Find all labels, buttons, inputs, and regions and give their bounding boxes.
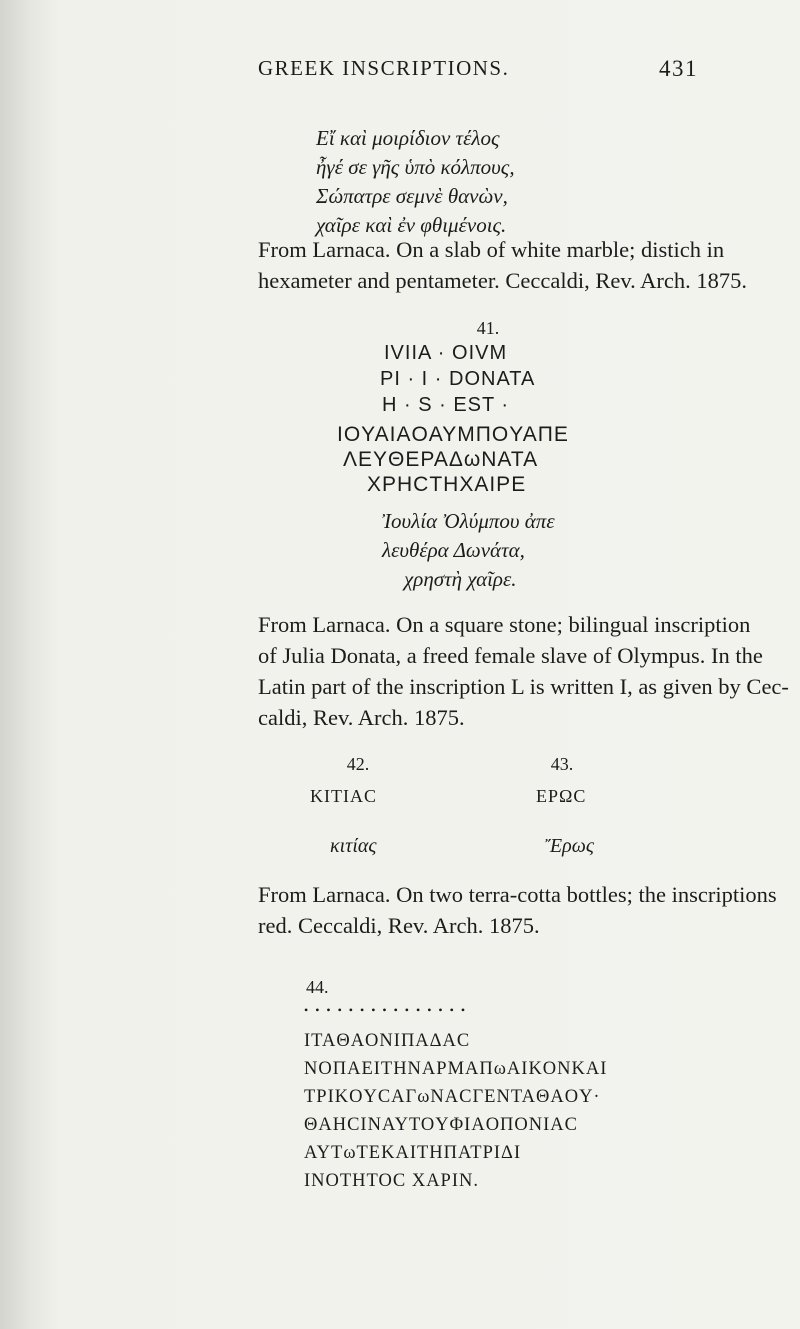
inscription-line: IVIIA · OIVM: [384, 342, 508, 364]
entry-number-44: 44.: [306, 977, 329, 997]
inscription-line: INOTHTOC XAPIN.: [304, 1171, 479, 1191]
inscription-line: TPIKOYCAΓωNACΓENTAΘAOY·: [304, 1087, 601, 1107]
epitaph-poem: [316, 124, 515, 240]
greek-inscription: [337, 422, 569, 497]
inscription-line: PI · I · DONATA: [380, 368, 536, 390]
transliteration-line: λευθέρα Δωνάτα,: [382, 538, 525, 562]
inscription-line: NOΠAEITHNAPMAΠωAIKONKAI: [304, 1059, 608, 1079]
inscription-line: ITAΘAONIΠAΔAC: [304, 1031, 471, 1051]
inscription-line: H · S · EST ·: [382, 394, 510, 416]
poem-line: χαῖρε καὶ ἐν φθιμένοις.: [316, 213, 507, 237]
commentary-42-43: [258, 879, 777, 941]
inscription-line: XPHCTHXAIPE: [367, 473, 527, 496]
inscription-line: IOYAIAOAYMΠOYAΠE: [337, 423, 569, 446]
page-number: 431: [659, 56, 698, 81]
poem-line: Εἴ καὶ μοιρίδιον τέλος: [316, 126, 500, 150]
inscription-line: ΛEYΘEPAΔωNATA: [343, 448, 539, 471]
commentary-line: caldi, Rev. Arch. 1875.: [258, 705, 465, 730]
transliteration-line: χρηστὴ χαῖρε.: [404, 567, 517, 591]
commentary-line: red. Ceccaldi, Rev. Arch. 1875.: [258, 913, 540, 938]
inscription-43: EPΩC: [536, 786, 587, 806]
commentary-line: Latin part of the inscription L is written I, as given by Cec-: [258, 674, 789, 699]
transliteration-42: κιτίας: [330, 835, 377, 857]
poem-line: Σώπατρε σεμνὲ θανὼν,: [316, 184, 508, 208]
entry-number-42: 42.: [346, 754, 370, 774]
inscription-line: AYTωTEKAITHΠATPIΔI: [304, 1143, 522, 1163]
entry-number-41: 41.: [476, 318, 500, 338]
transliteration-43: Ἔρως: [545, 835, 594, 857]
latin-inscription: [382, 340, 535, 418]
inscription-44: [304, 1027, 607, 1195]
inscription-42: KITIAC: [310, 786, 377, 806]
inscription-line: ΘAHCINAYTOYΦIAOΠONIAC: [304, 1115, 578, 1135]
poem-line: ἦγέ σε γῆς ὑπὸ κόλπους,: [316, 155, 515, 179]
commentary-line: hexameter and pentameter. Ceccaldi, Rev. Arch. 1875.: [258, 268, 747, 293]
dotted-line: • • • • • • • • • • • • • • •: [304, 1003, 468, 1017]
commentary-line: From Larnaca. On two terra-cotta bottles; the inscriptions: [258, 882, 777, 907]
commentary-line: From Larnaca. On a slab of white marble; distich in: [258, 237, 725, 262]
commentary-line: of Julia Donata, a freed female slave of Olympus. In the: [258, 643, 763, 668]
transliteration-line: Ἰουλία Ὀλύμπου ἀπε: [382, 509, 555, 533]
entry-number-43: 43.: [550, 754, 574, 774]
commentary-line: From Larnaca. On a square stone; bilingual inscription: [258, 612, 751, 637]
commentary-40: [258, 234, 747, 296]
transliteration-41: [382, 507, 555, 594]
running-title: GREEK INSCRIPTIONS.: [258, 56, 510, 80]
commentary-41: [258, 609, 789, 733]
